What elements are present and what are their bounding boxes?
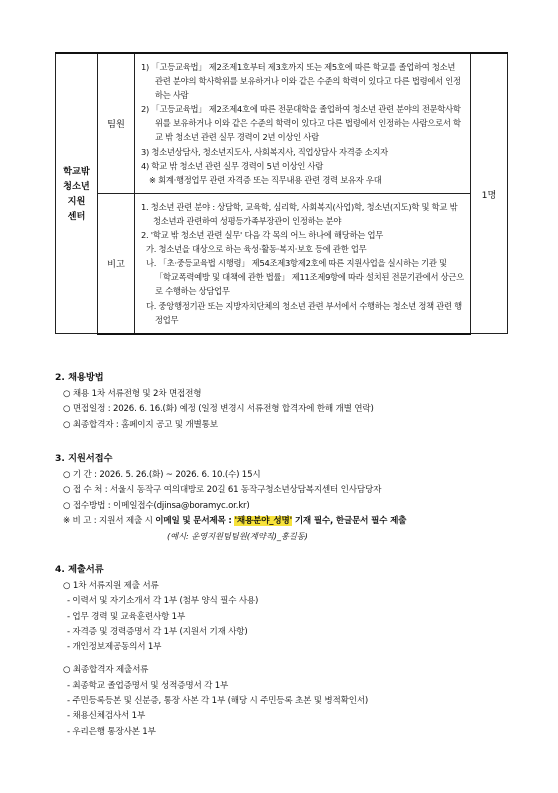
team-label: 팀원 (98, 53, 135, 193)
note-prefix: ※ 비 고 : 지원서 제출 시 (63, 515, 156, 526)
group-title: ○ 1차 서류지원 제출 서류 (63, 581, 159, 591)
section-application (55, 451, 515, 543)
doc-item: - 최종학교 졸업증명서 및 성적증명서 각 1부 (67, 680, 229, 691)
doc-item: - 자격증 및 경력증명서 각 1부 (지원서 기재 사항) (67, 626, 248, 637)
section-line: ○ 기 간 : 2026. 5. 26.(화) ~ 2026. 6. 10.(수) 15시 (63, 470, 261, 480)
qualification-table (55, 52, 508, 335)
center-line: 센터 (67, 210, 86, 222)
doc-item: - 주민등록등본 및 신분증, 통장 사본 각 1부 (해당 시 주민등록 초본 및 병적확인서) (67, 696, 369, 707)
center-line: 지원 (67, 195, 86, 207)
team-item: 1) 「고등교육법」 제2조제1호부터 제3호까지 또는 제5호에 따른 학교를 졸업하여 청소년 관련 분야의 학사학위를 보유하거나 이와 같은 수준의 학력이 있다고 다른 법령에서 인정하는 사람 (141, 62, 461, 101)
remark-item: 1. 청소년 관련 분야 : 상담학, 교육학, 심리학, 사회복지(사업)학, 청소년(지도)학 및 학교 밖 청소년과 관련하여 성평등가족부장관이 인정하는 분야 (141, 201, 458, 226)
section-line: ○ 면접일정 : 2026. 6. 16.(화) 예정 (일정 변경시 서류전형 합격자에 한해 개별 연락) (63, 404, 374, 415)
center-line: 학교밖 (63, 165, 90, 177)
section-line: ○ 채용 1차 서류전형 및 2차 면접전형 (63, 389, 202, 399)
doc-item: - 우리은행 통장사본 1부 (67, 726, 156, 737)
section-line: ○ 접수방법 : 이메일접수(djinsa@boramyc.or.kr) (63, 500, 250, 511)
doc-item: - 이력서 및 자기소개서 각 1부 (첨부 양식 필수 사용) (67, 596, 259, 607)
team-item: 3) 청소년상담사, 청소년지도사, 사회복지사, 직업상담사 자격증 소지자 (141, 146, 388, 157)
example-text: (예시: 운영지원팀팀원(계약직)_홍길동) (167, 531, 308, 542)
note-bold: 기재 필수, 한글문서 필수 제출 (292, 515, 407, 526)
section-documents (55, 562, 515, 740)
team-item: 2) 「고등교육법」 제2조제4호에 따른 전문대학을 졸업하여 청소년 관련 분야의 전문학사학위를 보유하거나 이와 같은 수준의 학력이 있다고 다른 법령에서 인정하는 사람으로서 학교 밖 청소년 관련 실무 경력이 2년 이상인 사람 (141, 104, 461, 143)
group-title: ○ 최종합격자 제출서류 (63, 665, 149, 676)
remark-subitem: 다. 중앙행정기관 또는 지방자치단체의 청소년 관련 부서에서 수행하는 청소년 정책 관련 행정업무 (146, 300, 462, 325)
section-title: 2. 채용방법 (55, 372, 104, 383)
section-title: 3. 지원서접수 (55, 453, 113, 464)
note-bold: 이메일 및 문서제목 : (155, 515, 235, 526)
section-title: 4. 제출서류 (55, 564, 104, 575)
remark-label: 비고 (98, 193, 135, 333)
remark-subitem: 가. 청소년을 대상으로 하는 육성·활동·복지·보호 등에 관한 업무 (146, 244, 367, 255)
team-note: ※ 회계·행정업무 관련 자격증 또는 직무내용 관련 경력 보유자 우대 (149, 174, 382, 185)
remark-item: 2. '학교 밖 청소년 관련 실무' 다음 각 목의 어느 하나에 해당하는 업무 (141, 230, 384, 241)
doc-item: - 채용신체검사서 1부 (67, 711, 146, 722)
remark-subitem: 나. 「초·중등교육법 시행령」 제54조제3항제2호에 따른 지원사업을 실시하는 기관 및 「학교폭력예방 및 대책에 관한 법률」 제11조제9항에 따라 설치된 전문기관에서 상근으로 수행하는 상담업무 (146, 258, 464, 297)
team-item: 4) 학교 밖 청소년 관련 실무 경력이 5년 이상인 사람 (141, 160, 324, 171)
center-cell (56, 53, 98, 334)
note-highlight: '채용분야_성명' (234, 515, 293, 526)
doc-item: - 업무 경력 및 교육훈련사항 1부 (67, 611, 186, 622)
section-hiring-method (55, 370, 515, 433)
section-line: ○ 최종합격자 : 홈페이지 공고 및 개별통보 (63, 419, 218, 430)
remark-body (135, 193, 471, 333)
headcount: 1명 (471, 53, 508, 334)
remark-note (55, 514, 515, 529)
center-line: 청소년 (63, 180, 90, 192)
team-requirements (135, 53, 471, 193)
doc-item: - 개인정보제공동의서 1부 (67, 642, 162, 653)
section-line: ○ 접 수 처 : 서울시 동작구 여의대방로 20길 61 동작구청소년상담복지센터 인사담당자 (63, 485, 382, 496)
